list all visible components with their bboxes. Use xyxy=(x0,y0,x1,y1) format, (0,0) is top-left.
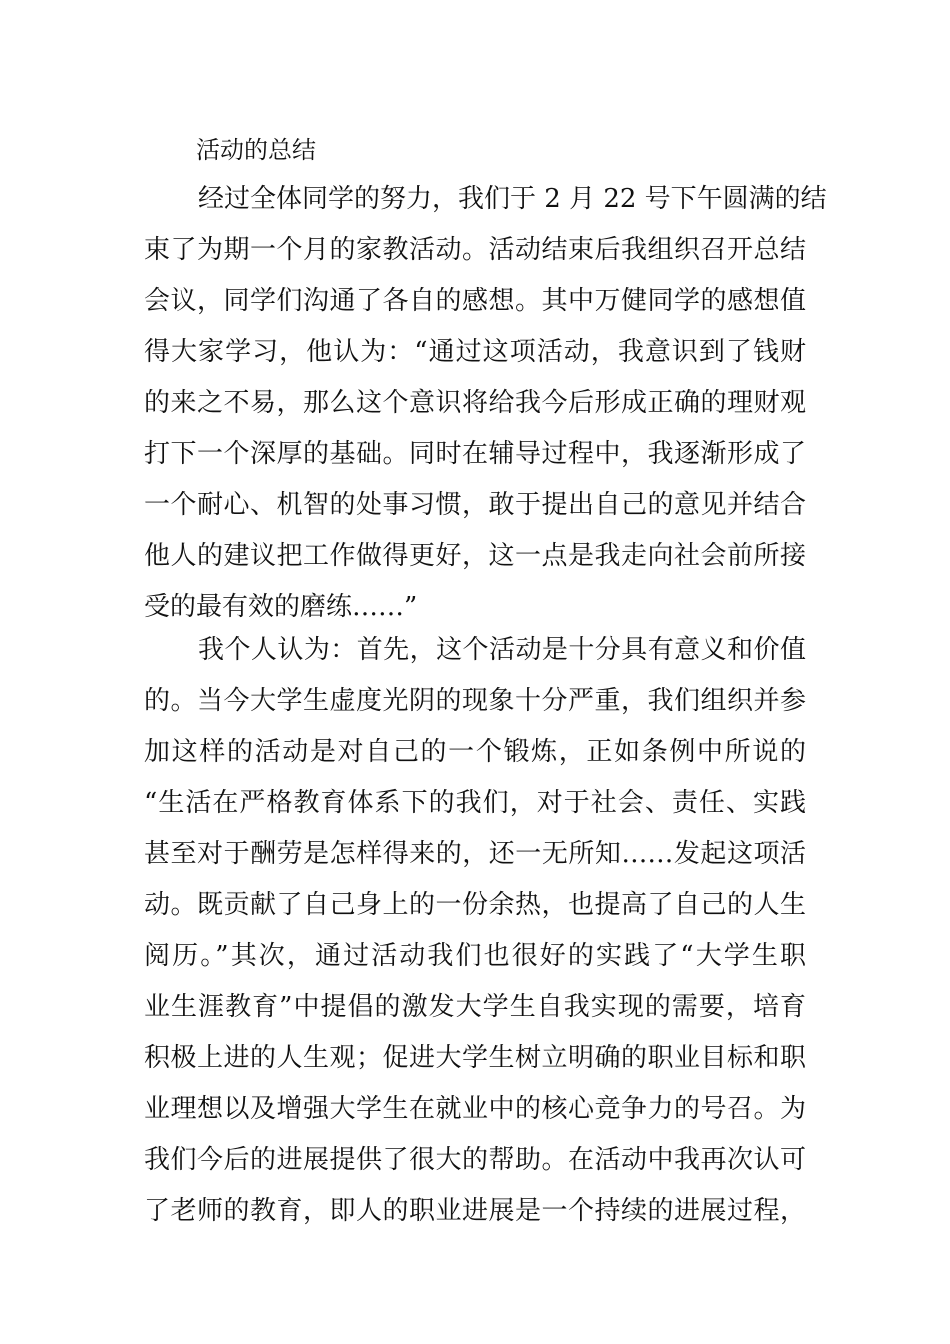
paragraph-line: 会议，同学们沟通了各自的感想。其中万健同学的感想值 xyxy=(144,286,806,316)
paragraph-line: 我个人认为：首先，这个活动是十分具有意义和价值 xyxy=(198,635,806,665)
paragraph-line: 了老师的教育，即人的职业进展是一个持续的进展过程， xyxy=(144,1196,806,1226)
document-title: 活动的总结 xyxy=(196,136,316,164)
paragraph-line: 得大家学习，他认为：“通过这项活动，我意识到了钱财 xyxy=(144,337,806,367)
paragraph-line: 甚至对于酬劳是怎样得来的，还一无所知……发起这项活 xyxy=(144,839,806,869)
paragraph-line: 束了为期一个月的家教活动。活动结束后我组织召开总结 xyxy=(144,235,806,265)
paragraph-line: 我们今后的进展提供了很大的帮助。在活动中我再次认可 xyxy=(144,1145,806,1175)
paragraph-line: 经过全体同学的努力，我们于 2 月 22 号下午圆满的结 xyxy=(198,184,827,214)
paragraph-line: 积极上进的人生观；促进大学生树立明确的职业目标和职 xyxy=(144,1043,806,1073)
paragraph-line: 动。既贡献了自己身上的一份余热，也提高了自己的人生 xyxy=(144,890,806,920)
paragraph-line: 打下一个深厚的基础。同时在辅导过程中，我逐渐形成了 xyxy=(144,439,806,469)
paragraph-line: 业理想以及增强大学生在就业中的核心竞争力的号召。为 xyxy=(144,1094,806,1124)
paragraph-line: 业生涯教育”中提倡的激发大学生自我实现的需要，培育 xyxy=(144,992,806,1022)
paragraph-line: 阅历。”其次，通过活动我们也很好的实践了“大学生职 xyxy=(144,941,806,971)
paragraph-line: 的。当今大学生虚度光阴的现象十分严重，我们组织并参 xyxy=(144,686,806,716)
paragraph-line: “生活在严格教育体系下的我们，对于社会、责任、实践 xyxy=(144,788,806,818)
paragraph-line: 受的最有效的磨练……” xyxy=(144,592,418,622)
paragraph-line: 加这样的活动是对自己的一个锻炼，正如条例中所说的 xyxy=(144,737,806,767)
paragraph-line: 他人的建议把工作做得更好，这一点是我走向社会前所接 xyxy=(144,541,806,571)
paragraph-line: 的来之不易，那么这个意识将给我今后形成正确的理财观 xyxy=(144,388,806,418)
paragraph-line: 一个耐心、机智的处事习惯，敢于提出自己的意见并结合 xyxy=(144,490,806,520)
